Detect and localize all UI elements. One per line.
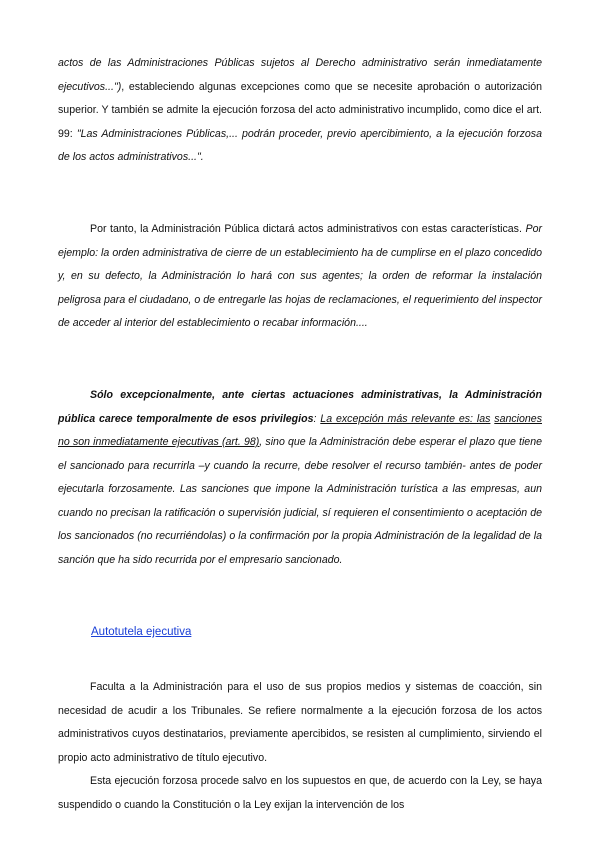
section-heading-autotutela[interactable]: Autotutela ejecutiva [91,626,192,638]
text-ejecucion-forzosa: Esta ejecución forzosa procede salvo en los supuestos en que, de acuerdo con la Ley, se haya suspendido o cuando la Constitución o la Ley exijan la intervención de los [58,775,542,811]
text-faculta: Faculta a la Administración para el uso de sus propios medios y sistemas de coacción, sin necesidad de acudir a los Tribunales. Se refiere normalmente a la ejecución forzosa de los actos administrativos cuyos destinatarios, previamente apercibidos, se resisten al cumplimiento, sirviendo el propio acto administrativo de título ejecutivo. [58,681,542,764]
text-sanciones-detalle: , sino que la Administración debe esperar el plazo que tiene el sancionado para recurrirla –y cuando la recurre, debe resolver el recurso también- antes de poder ejecutarla forzosamente. Las sanciones que impone la Administración turística a las empresas, aun cuando no precisan la ratificación o supervisión judicial, sí requieren el consentimiento o aceptación de los sancionados (no recurriéndolas) o la confirmación por la propia Administración de la legalidad de la sanción que ha sido recurrida por el empresario sancionado. [58,436,542,566]
text-colon: : [313,412,321,425]
text-excepcion-relevante: La excepción más relevante es: las [320,412,491,425]
text-excepcionalmente: Sólo excepcionalmente, ante ciertas actuaciones administrativas, la Administración pública carece temporalmente de esos privilegios [58,389,542,425]
paragraph-por-tanto [58,218,542,336]
quote-art-99: "Las Administraciones Públicas,... podrán proceder, previo apercibimiento, a la ejecución forzosa de los actos administrativos...". [58,127,542,163]
paragraph-ejecutividad [58,52,542,170]
paragraph-ejecucion-forzosa [58,770,542,817]
paragraph-excepcion [58,384,542,572]
paragraph-faculta [58,676,542,770]
text-por-tanto: Por tanto, la Administración Pública dictará actos administrativos con estas características. [90,223,526,235]
text-exceptions: , estableciendo algunas excepciones como que se necesite aprobación o autorización superior. Y también se admite la ejecución forzosa del acto administrativo incumplido, como dice el art. 99: [58,80,542,140]
text-ejemplos: Por ejemplo: la orden administrativa de cierre de un establecimiento ha de cumplirse en el plazo concedido y, en su defecto, la Administración lo hará con sus agentes; la orden de reformar la instalación peligrosa para el ciudadano, o de entregarle las hojas de reclamaciones, el requerimiento del inspector de acceder al interior del establecimiento o recabar información.... [58,223,542,329]
text-sanciones-art-98: sanciones no son inmediatamente ejecutivas (art. 98) [58,412,542,448]
quote-art-94: actos de las Administraciones Públicas sujetos al Derecho administrativo serán inmediatamente ejecutivos...") [58,57,542,93]
